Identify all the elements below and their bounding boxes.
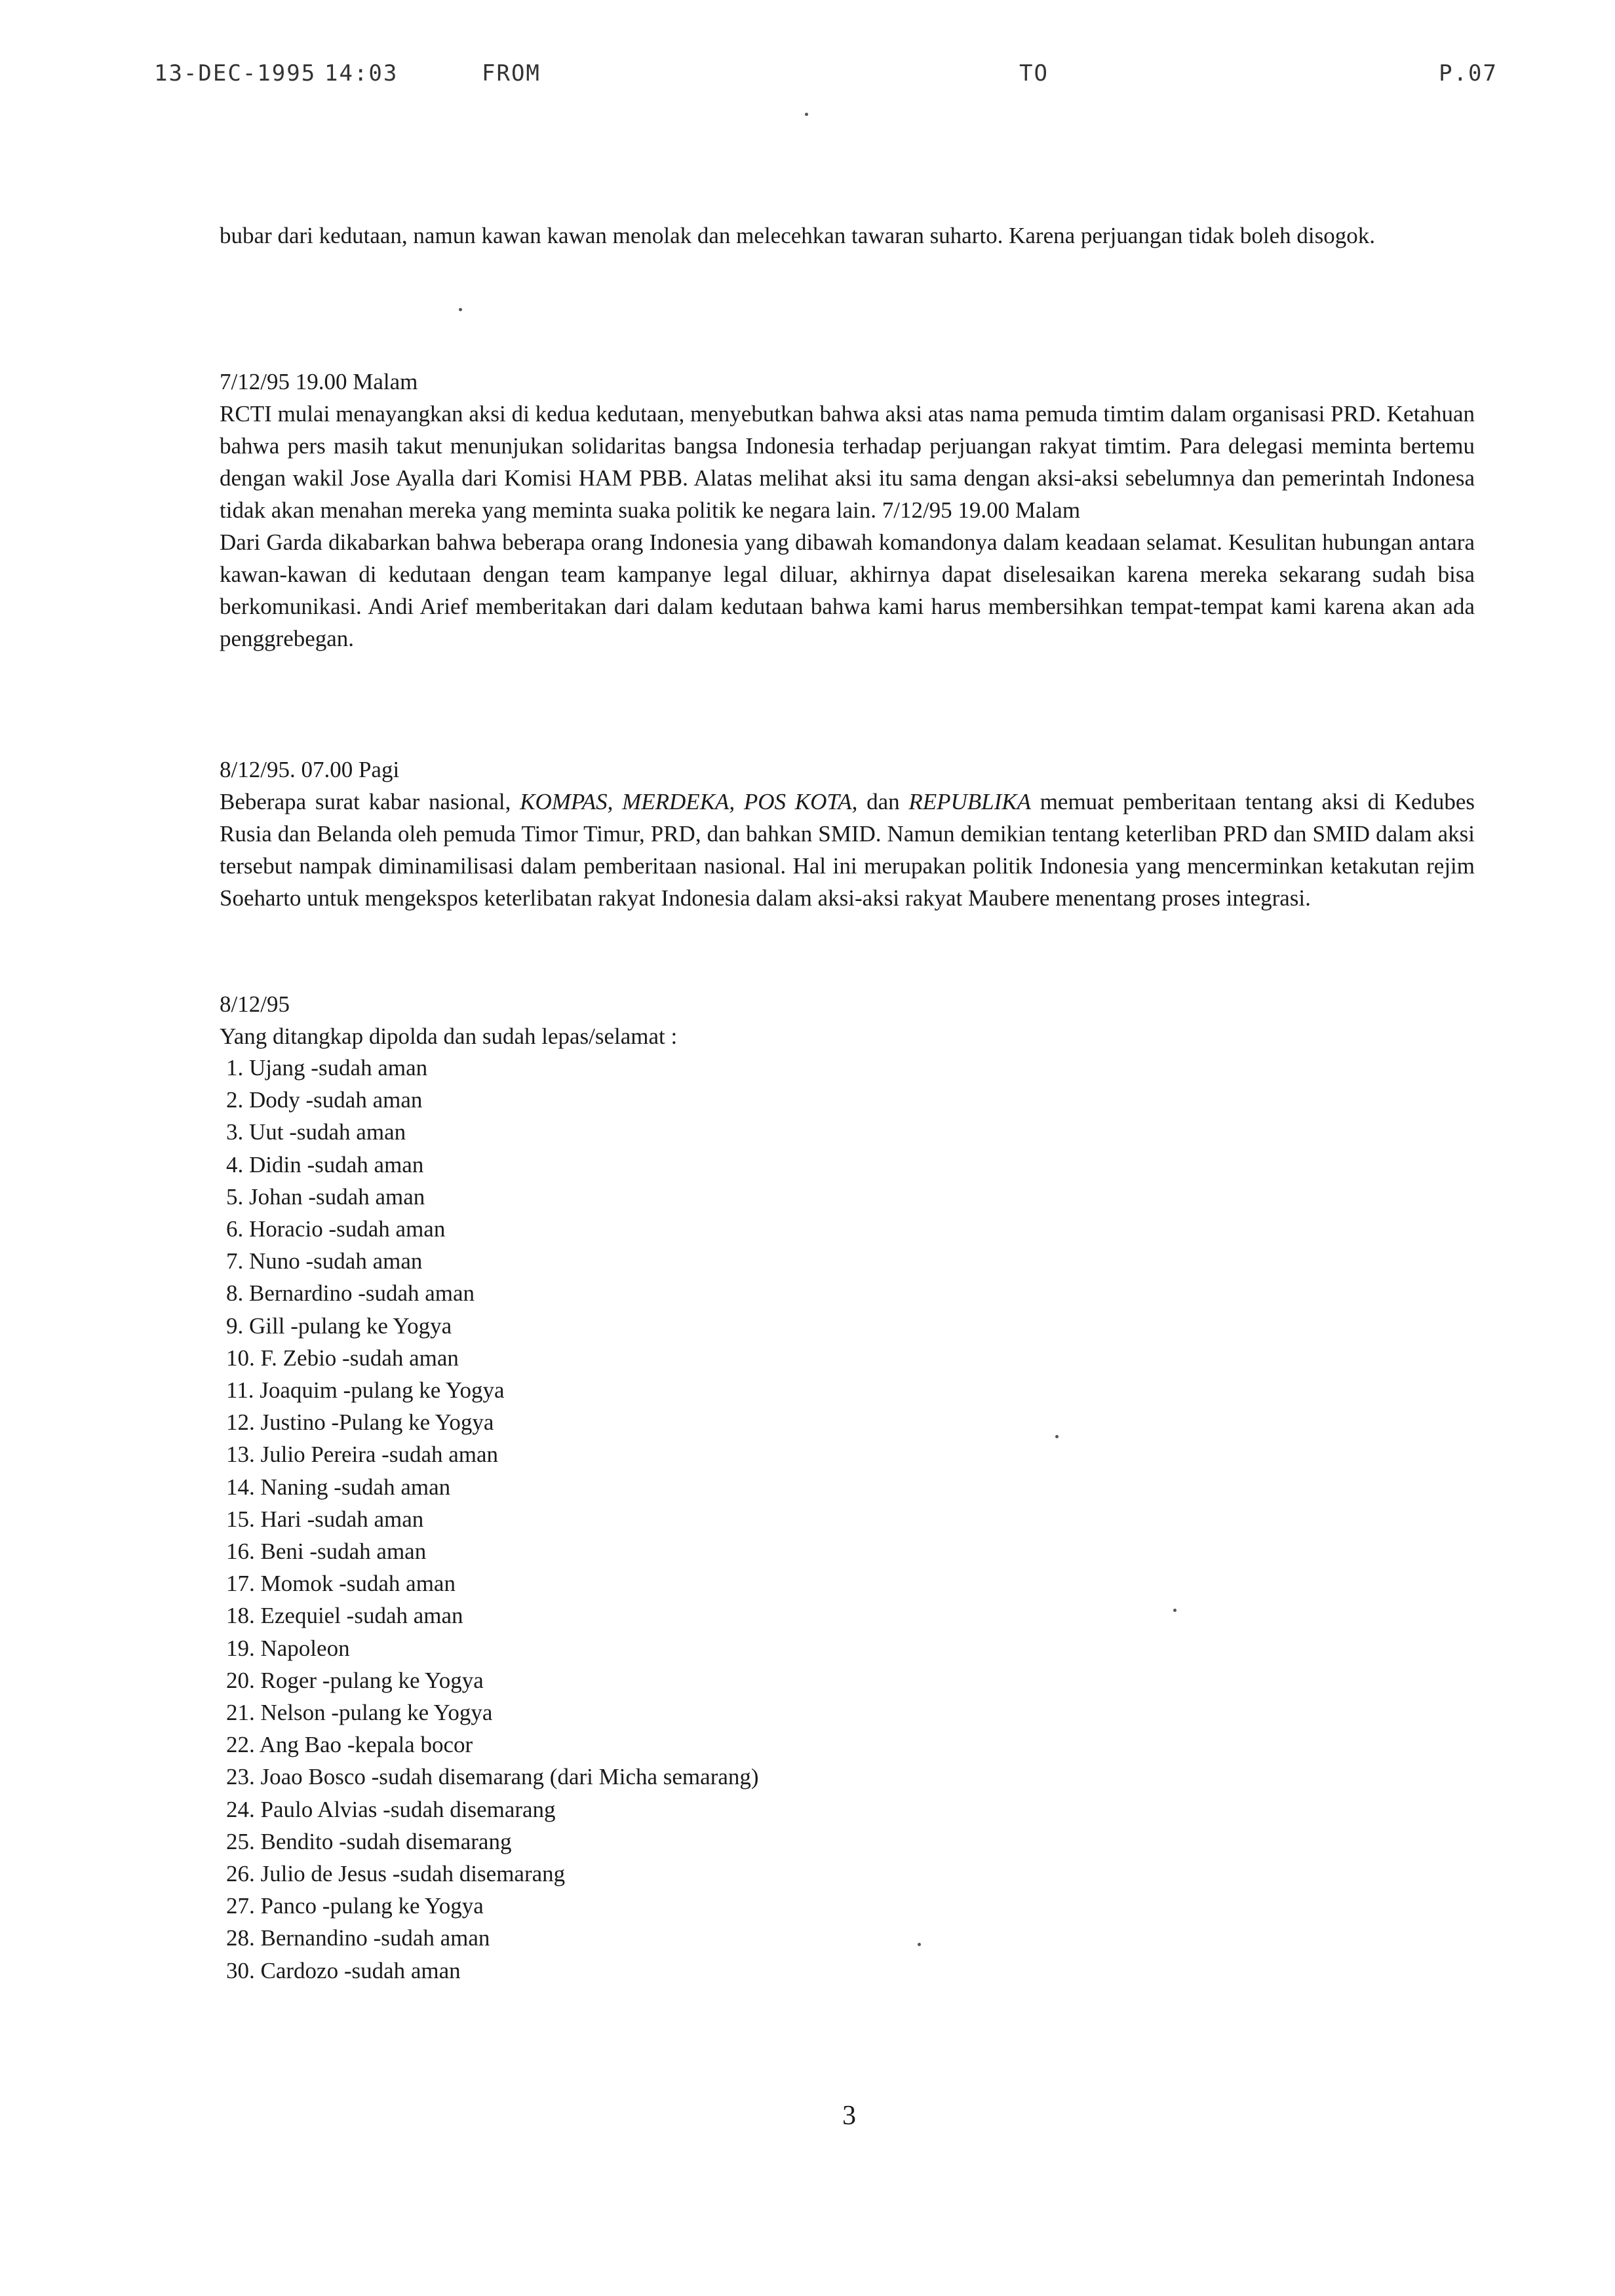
paragraph-0 <box>220 220 1475 252</box>
paragraph-1-body: RCTI mulai menayangkan aksi di kedua kedutaan, menyebutkan bahwa aksi atas nama pemuda timtim dalam organisasi PRD. Ketahuan bahwa pers masih takut menunjukan solidaritas bangsa Indonesia terhadap perjuangan rakyat timtim. Para delegasi meminta bertemu dengan wakil Jose Ayalla dari Komisi HAM PBB. Alatas melihat aksi itu sama dengan aksi-aksi sebelumnya dan pemerintah Indonesa tidak akan menahan mereka yang meminta suaka politik ke negara lain. <box>220 401 1475 523</box>
list-item: 27. Panco -pulang ke Yogya <box>226 1893 484 1919</box>
scan-speck <box>1173 1609 1177 1612</box>
fax-header <box>154 60 1498 100</box>
detainee-list <box>226 1052 759 1987</box>
list-item: 15. Hari -sudah aman <box>226 1506 424 1532</box>
paragraph-3-body: memuat pemberitaan tentang aksi di Kedubes Rusia dan Belanda oleh pemuda Timor Timur, PRD, dan bahkan SMID. Namun demikian tentang keterliban PRD dan SMID dalam aksi tersebut nampak diminamilisasi dalam pemberitaan nasional. Hal ini merupakan politik Indonesia yang mencerminkan ketakutan rejim Soeharto untuk mengekspos keterlibatan rakyat Indonesia dalam aksi-aksi rakyat Maubere menentang proses integrasi. <box>220 789 1475 911</box>
list-item: 17. Momok -sudah aman <box>226 1571 456 1597</box>
section-date: 7/12/95 19.00 Malam <box>220 369 418 394</box>
list-item: 11. Joaquim -pulang ke Yogya <box>226 1377 505 1404</box>
newspaper-republika: REPUBLIKA <box>908 789 1031 814</box>
paragraph-0-text: bubar dari kedutaan, namun kawan kawan menolak dan melecehkan tawaran suharto. Karena perjuangan tidak boleh disogok. <box>220 223 1375 248</box>
section-8-12-list-intro <box>220 988 1475 1052</box>
fax-from-label: FROM <box>482 60 541 86</box>
list-item: 3. Uut -sudah aman <box>226 1119 406 1145</box>
section-date: 8/12/95. 07.00 Pagi <box>220 757 400 782</box>
fax-time: 14:03 <box>324 60 399 86</box>
paragraph-3-dan: dan <box>866 789 900 814</box>
fax-page-label: P.07 <box>1439 60 1498 86</box>
paragraph-3-intro: Beberapa surat kabar nasional, <box>220 789 511 814</box>
paragraph-2-date-inline: 7/12/95 19.00 Malam <box>882 497 1081 523</box>
scan-speck <box>918 1943 921 1946</box>
fax-date: 13-DEC-1995 <box>154 60 317 86</box>
list-item: 6. Horacio -sudah aman <box>226 1216 446 1242</box>
list-item: 2. Dody -sudah aman <box>226 1087 423 1113</box>
list-item: 16. Beni -sudah aman <box>226 1539 427 1565</box>
scan-speck <box>805 113 808 116</box>
list-item: 28. Bernandino -sudah aman <box>226 1925 490 1951</box>
list-item: 4. Didin -sudah aman <box>226 1151 424 1177</box>
list-item: 22. Ang Bao -kepala bocor <box>226 1732 473 1758</box>
list-item: 24. Paulo Alvias -sudah disemarang <box>226 1796 556 1822</box>
list-item: 20. Roger -pulang ke Yogya <box>226 1667 484 1693</box>
list-item: 25. Bendito -sudah disemarang <box>226 1828 512 1854</box>
list-item: 1. Ujang -sudah aman <box>226 1055 428 1081</box>
page-number: 3 <box>842 2101 856 2131</box>
section-date: 8/12/95 <box>220 991 290 1017</box>
list-item: 12. Justino -Pulang ke Yogya <box>226 1409 494 1436</box>
list-item: 26. Julio de Jesus -sudah disemarang <box>226 1861 566 1887</box>
newspaper-names: KOMPAS, MERDEKA, POS KOTA, <box>520 789 858 814</box>
list-item: 7. Nuno -sudah aman <box>226 1248 423 1274</box>
paragraph-3-text <box>220 786 1475 914</box>
scan-speck <box>1055 1435 1059 1438</box>
list-item: 14. Naning -sudah aman <box>226 1474 451 1500</box>
list-item: 10. F. Zebio -sudah aman <box>226 1345 459 1371</box>
list-item: 19. Napoleon <box>226 1635 350 1661</box>
list-item: 30. Cardozo -sudah aman <box>226 1957 461 1983</box>
paragraph-2-text: Dari Garda dikabarkan bahwa beberapa orang Indonesia yang dibawah komandonya dalam keadaan selamat. Kesulitan hubungan antara kawan-kawan di kedutaan dengan team kampanye legal diluar, akhirnya dapat diselesaikan karena mereka sekarang sudah bisa berkomunikasi. Andi Arief memberitakan dari dalam kedutaan bahwa kami harus membersihkan tempat-tempat kami karena akan ada penggrebegan. <box>220 529 1475 651</box>
list-item: 21. Nelson -pulang ke Yogya <box>226 1700 493 1726</box>
paragraph-1-text <box>220 398 1475 526</box>
section-8-12-morning <box>220 754 1475 914</box>
list-item: 18. Ezequiel -sudah aman <box>226 1603 463 1629</box>
section-7-12-evening-1 <box>220 366 1475 655</box>
list-item: 9. Gill -pulang ke Yogya <box>226 1312 452 1339</box>
list-item: 5. Johan -sudah aman <box>226 1183 425 1210</box>
scan-speck <box>459 308 462 311</box>
fax-to-label: TO <box>1019 60 1049 86</box>
list-item: 13. Julio Pereira -sudah aman <box>226 1442 499 1468</box>
list-intro: Yang ditangkap dipolda dan sudah lepas/selamat : <box>220 1024 678 1049</box>
list-item: 8. Bernardino -sudah aman <box>226 1280 475 1307</box>
list-item: 23. Joao Bosco -sudah disemarang (dari Micha semarang) <box>226 1764 759 1790</box>
